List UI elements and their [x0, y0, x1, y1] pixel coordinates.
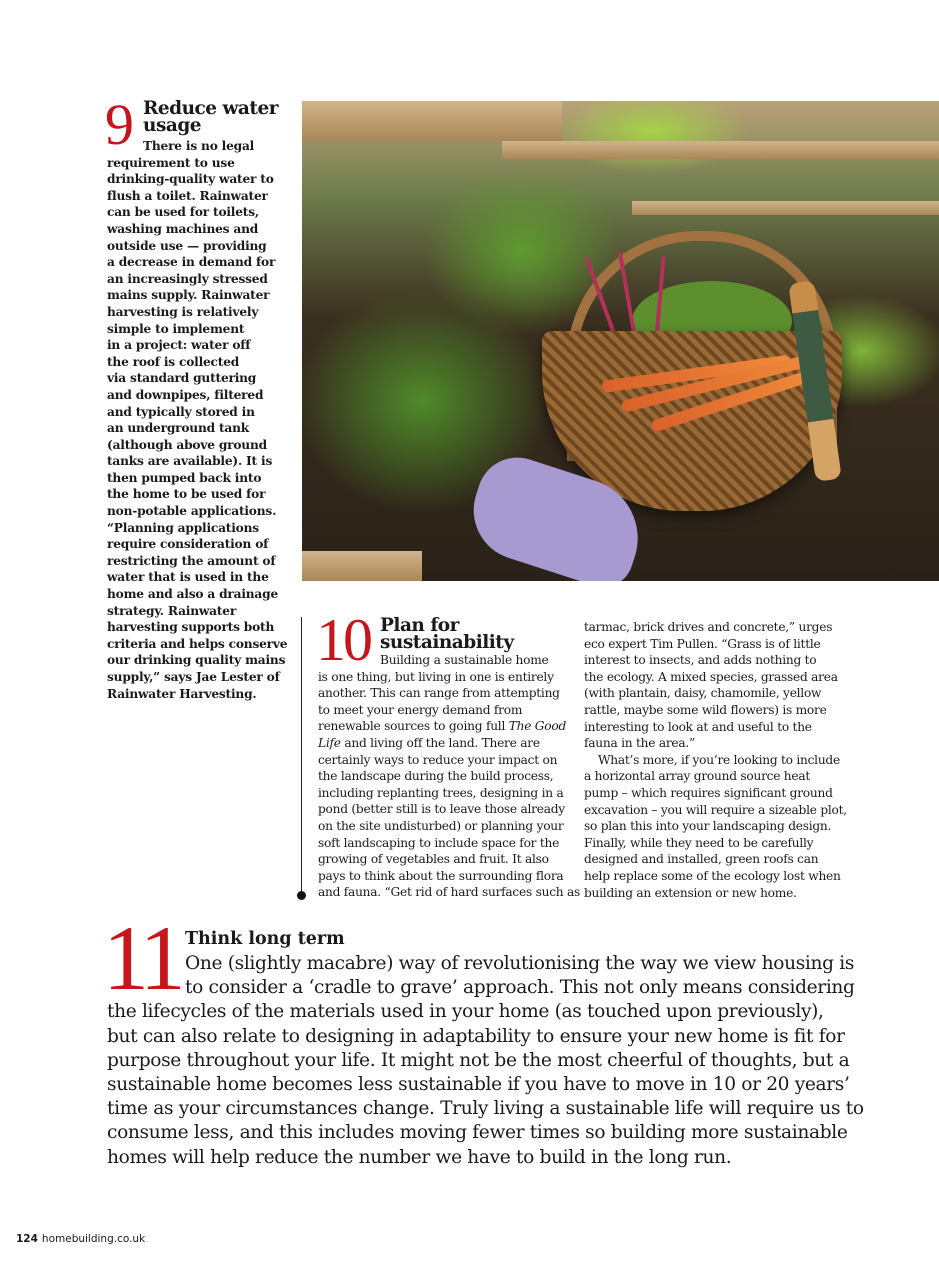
line-text: a horizontal array ground source heat: [584, 769, 811, 784]
text-line: [107, 188, 287, 205]
text-line: [107, 652, 287, 669]
text-line: [107, 453, 287, 470]
text-line: [584, 702, 847, 719]
text-line: [107, 287, 287, 304]
line-text: washing machines and: [107, 221, 259, 236]
text-line: [318, 801, 580, 818]
text-line: [584, 669, 847, 686]
text-line: [584, 735, 847, 752]
line-text: simple to implement: [107, 321, 245, 336]
italic-title: The Good: [508, 719, 567, 734]
text-line: [107, 536, 287, 553]
line-text: fauna in the area.”: [584, 736, 695, 751]
section-body: [107, 952, 864, 1170]
divider-line: [301, 617, 302, 895]
section-number: 10: [316, 607, 370, 673]
text-line: [107, 1121, 864, 1145]
line-text: help replace some of the ecology lost when: [584, 868, 841, 883]
section-body: [107, 138, 287, 702]
text-line: [107, 387, 287, 404]
line-text: rattle, maybe some wild flowers) is more: [584, 702, 827, 717]
line-text: growing of vegetables and fruit. It also: [318, 852, 549, 867]
text-line: [107, 1049, 864, 1073]
line-text: so plan this into your landscaping design.: [584, 819, 832, 834]
line-text: an increasingly stressed: [107, 271, 268, 286]
line-text: time as your circumstances change. Truly living a sustainable life will require us to: [107, 1098, 864, 1120]
line-text: soft landscaping to include space for the: [318, 835, 560, 850]
line-text: strategy. Rainwater: [107, 603, 237, 618]
line-text: and downpipes, filtered: [107, 387, 264, 402]
line-text: a decrease in demand for: [107, 255, 276, 270]
section-body-column-1: [318, 652, 580, 901]
text-line: [318, 835, 580, 852]
text-line: [107, 370, 287, 387]
line-text: building an extension or new home.: [584, 885, 797, 900]
text-line: [107, 304, 287, 321]
line-text: Building a sustainable home: [380, 653, 549, 667]
text-line: [318, 752, 580, 769]
text-line: [107, 1097, 864, 1121]
line-text: non-potable applications.: [107, 504, 277, 519]
line-text: another. This can range from attempting: [318, 686, 560, 701]
line-text: criteria and helps conserve: [107, 636, 288, 651]
site-url: homebuilding.co.uk: [41, 1233, 146, 1245]
text-line: [107, 1025, 864, 1049]
line-text: to meet your energy demand from: [318, 702, 523, 717]
text-line: [318, 702, 580, 719]
line-text: One (slightly macabre) way of revolutionising the way we view housing is: [185, 953, 855, 974]
line-text: and living off the land. There are: [340, 735, 540, 750]
text-line: [107, 686, 287, 703]
line-text: purpose throughout your life. It might not be the most cheerful of thoughts, but a: [107, 1049, 850, 1071]
text-line: [318, 718, 580, 735]
text-line: [107, 586, 287, 603]
text-line: [584, 868, 847, 885]
text-line: [107, 669, 287, 686]
text-line: [318, 884, 580, 901]
text-line: [107, 619, 287, 636]
line-text: eco expert Tim Pullen. “Grass is of little: [584, 636, 821, 651]
line-text: the ecology. A mixed species, grassed area: [584, 669, 838, 684]
section-number: 9: [105, 92, 134, 157]
line-text: the landscape during the build process,: [318, 769, 554, 784]
section-heading: [380, 617, 530, 651]
section-heading: Think long term: [185, 929, 345, 949]
line-text: tanks are available). It is: [107, 454, 273, 469]
text-line: [318, 868, 580, 885]
line-text: excavation – you will require a sizeable plot,: [584, 802, 847, 817]
text-line: [318, 768, 580, 785]
page-footer: [16, 1233, 145, 1245]
text-line: [107, 221, 287, 238]
section-body-column-2: [584, 619, 847, 901]
text-line: [584, 619, 847, 636]
line-text: require consideration of: [107, 537, 269, 552]
line-text: Finally, while they need to be carefully: [584, 835, 814, 850]
text-line: [584, 835, 847, 852]
section-number: 11: [103, 907, 180, 1009]
line-text: then pumped back into: [107, 470, 262, 485]
text-line: [107, 204, 287, 221]
text-line: [107, 470, 287, 487]
vegetable-basket-photo: [302, 101, 939, 581]
text-line: [107, 354, 287, 371]
line-text: in a project: water off: [107, 338, 251, 353]
line-text: drinking-quality water to: [107, 172, 274, 187]
line-text: can be used for toilets,: [107, 205, 259, 220]
line-text: to consider a ‘cradle to grave’ approach. This not only means considering: [185, 977, 855, 999]
text-line: [107, 553, 287, 570]
line-text: harvesting supports both: [107, 620, 275, 635]
line-text: outside use — providing: [107, 238, 267, 253]
line-text: supply,” says Jae Lester of: [107, 670, 280, 684]
text-line: [107, 569, 287, 586]
line-text: restricting the amount of: [107, 553, 276, 568]
text-line: [107, 337, 287, 354]
line-text: our drinking quality mains: [107, 653, 286, 668]
text-line: [107, 404, 287, 421]
text-line: [107, 1073, 864, 1097]
page-number: 124: [16, 1233, 38, 1245]
line-text: home and also a drainage: [107, 587, 279, 602]
line-text: harvesting is relatively: [107, 304, 259, 319]
line-text: interest to insects, and adds nothing to: [584, 653, 817, 668]
text-line: [318, 735, 580, 752]
text-line: [318, 785, 580, 802]
line-text: sustainable home becomes less sustainable if you have to move in 10 or 20 years’: [107, 1074, 850, 1096]
text-line: [318, 652, 580, 669]
line-text: renewable sources to going full: [318, 719, 509, 734]
line-text: designed and installed, green roofs can: [584, 852, 819, 867]
line-text: via standard guttering: [107, 371, 257, 386]
text-line: [584, 785, 847, 802]
line-text: water that is used in the: [107, 570, 269, 585]
text-line: [107, 238, 287, 255]
text-line: [584, 851, 847, 868]
text-line: [107, 155, 287, 172]
text-line: [107, 636, 287, 653]
text-line: [107, 138, 287, 155]
text-line: [107, 321, 287, 338]
line-text: on the site undisturbed) or planning your: [318, 818, 564, 833]
text-line: [107, 171, 287, 188]
line-text: tarmac, brick drives and concrete,” urges: [584, 620, 833, 634]
line-text: certainly ways to reduce your impact on: [318, 752, 558, 767]
line-text: “Planning applications: [107, 520, 259, 535]
line-text: including replanting trees, designing in a: [318, 785, 564, 800]
text-line: [584, 768, 847, 785]
text-line: [584, 752, 847, 769]
text-line: [107, 1000, 864, 1024]
text-line: [107, 503, 287, 520]
line-text: There is no legal: [143, 139, 255, 153]
text-line: [107, 420, 287, 437]
line-text: pump – which requires significant ground: [584, 785, 833, 800]
text-line: [107, 437, 287, 454]
line-text: interesting to look at and useful to the: [584, 719, 812, 734]
line-text: (although above ground: [107, 437, 267, 452]
text-line: [318, 685, 580, 702]
text-line: [107, 603, 287, 620]
line-text: and fauna. “Get rid of hard surfaces such as: [318, 885, 581, 900]
text-line: [584, 652, 847, 669]
line-text: pond (better still is to leave those already: [318, 802, 565, 817]
text-line: [318, 851, 580, 868]
line-text: an underground tank: [107, 421, 250, 436]
text-line: [584, 802, 847, 819]
line-text: homes will help reduce the number we have to build in the long run.: [107, 1146, 732, 1168]
line-text: What’s more, if you’re looking to include: [598, 752, 840, 767]
line-text: flush a toilet. Rainwater: [107, 188, 268, 203]
text-line: [584, 818, 847, 835]
divider-dot: [297, 891, 306, 900]
line-text: is one thing, but living in one is entirely: [318, 669, 554, 684]
text-line: [107, 1146, 864, 1170]
italic-title: Life: [318, 735, 341, 750]
section-heading: Reduce water usage: [143, 98, 278, 136]
text-line: [107, 271, 287, 288]
line-text: the home to be used for: [107, 487, 266, 502]
line-text: the lifecycles of the materials used in your home (as touched upon previously),: [107, 1001, 824, 1023]
text-line: [318, 669, 580, 686]
text-line: [584, 636, 847, 653]
line-text: and typically stored in: [107, 404, 255, 419]
text-line: [107, 976, 864, 1000]
text-line: [107, 520, 287, 537]
line-text: the roof is collected: [107, 354, 240, 369]
text-line: [107, 486, 287, 503]
text-line: [107, 952, 864, 976]
text-line: [584, 719, 847, 736]
text-line: [107, 254, 287, 271]
text-line: [584, 685, 847, 702]
line-text: but can also relate to designing in adaptability to ensure your new home is fit for: [107, 1025, 845, 1047]
line-text: pays to think about the surrounding flora: [318, 868, 564, 883]
line-text: requirement to use: [107, 155, 235, 170]
line-text: mains supply. Rainwater: [107, 288, 270, 303]
heading-text: Plan for sustainability: [380, 615, 514, 653]
line-text: Rainwater Harvesting.: [107, 686, 257, 701]
text-line: [318, 818, 580, 835]
line-text: (with plantain, daisy, chamomile, yellow: [584, 686, 822, 701]
line-text: consume less, and this includes moving fewer times so building more sustainable: [107, 1122, 848, 1144]
text-line: [584, 885, 847, 902]
